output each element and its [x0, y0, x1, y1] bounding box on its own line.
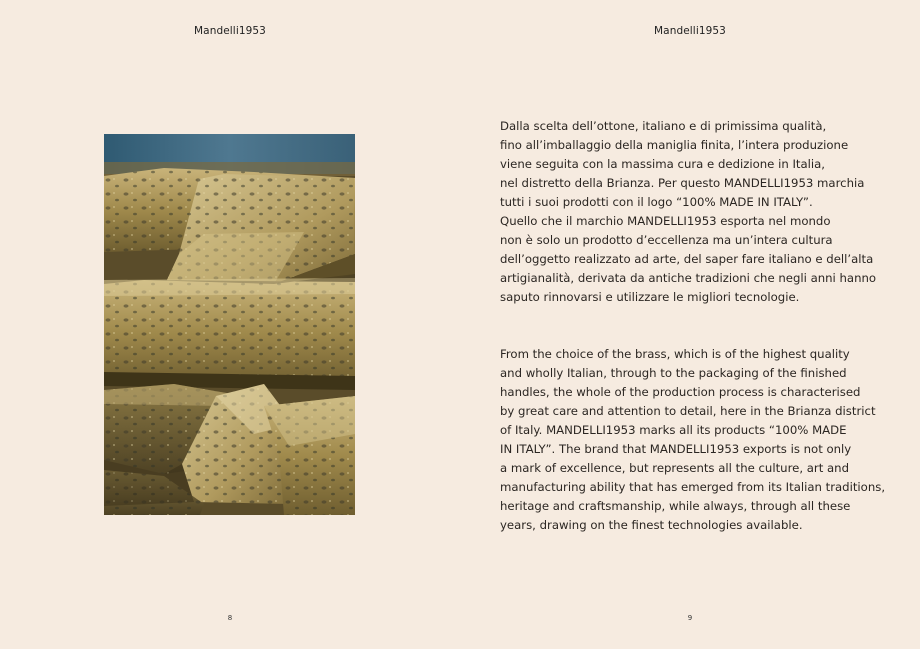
italian-line: fino all’imballaggio della maniglia finita, l’intera produzione	[500, 138, 849, 152]
right-page-header: Mandelli1953	[654, 25, 726, 37]
english-line: of Italy. MANDELLI1953 marks all its products “100% MADE	[500, 423, 847, 437]
italian-line: non è solo un prodotto d’eccellenza ma un’intera cultura	[500, 233, 833, 247]
italian-line: Dalla scelta dell’ottone, italiano e di primissima qualità,	[500, 119, 827, 133]
english-line: heritage and craftsmanship, while always, through all these	[500, 499, 851, 513]
italian-line: viene seguita con la massima cura e dedizione in Italia,	[500, 157, 826, 171]
english-line: a mark of excellence, but represents all the culture, art and	[500, 461, 849, 475]
brass-ingots-photo	[104, 134, 355, 515]
english-line: and wholly Italian, through to the packaging of the finished	[500, 366, 847, 380]
english-line: From the choice of the brass, which is of the highest quality	[500, 347, 850, 361]
english-line: by great care and attention to detail, here in the Brianza district	[500, 404, 876, 418]
italian-paragraph	[500, 117, 900, 307]
italian-line: artigianalità, derivata da antiche tradizioni che negli anni hanno	[500, 271, 877, 285]
italian-line: saputo rinnovarsi e utilizzare le migliori tecnologie.	[500, 290, 800, 304]
left-page-number: 8	[227, 614, 233, 622]
english-line: years, drawing on the finest technologies available.	[500, 518, 803, 532]
english-line: handles, the whole of the production process is characterised	[500, 385, 861, 399]
italian-line: dell’oggetto realizzato ad arte, del saper fare italiano e dell’alta	[500, 252, 874, 266]
left-page-header: Mandelli1953	[194, 25, 266, 37]
italian-line: nel distretto della Brianza. Per questo MANDELLI1953 marchia	[500, 176, 865, 190]
italian-line: tutti i suoi prodotti con il logo “100% MADE IN ITALY”.	[500, 195, 813, 209]
english-line: IN ITALY”. The brand that MANDELLI1953 exports is not only	[500, 442, 852, 456]
english-paragraph	[500, 345, 900, 535]
italian-line: Quello che il marchio MANDELLI1953 esporta nel mondo	[500, 214, 831, 228]
english-line: manufacturing ability that has emerged from its Italian traditions,	[500, 480, 886, 494]
right-page-number: 9	[687, 614, 693, 622]
right-page	[460, 0, 920, 649]
